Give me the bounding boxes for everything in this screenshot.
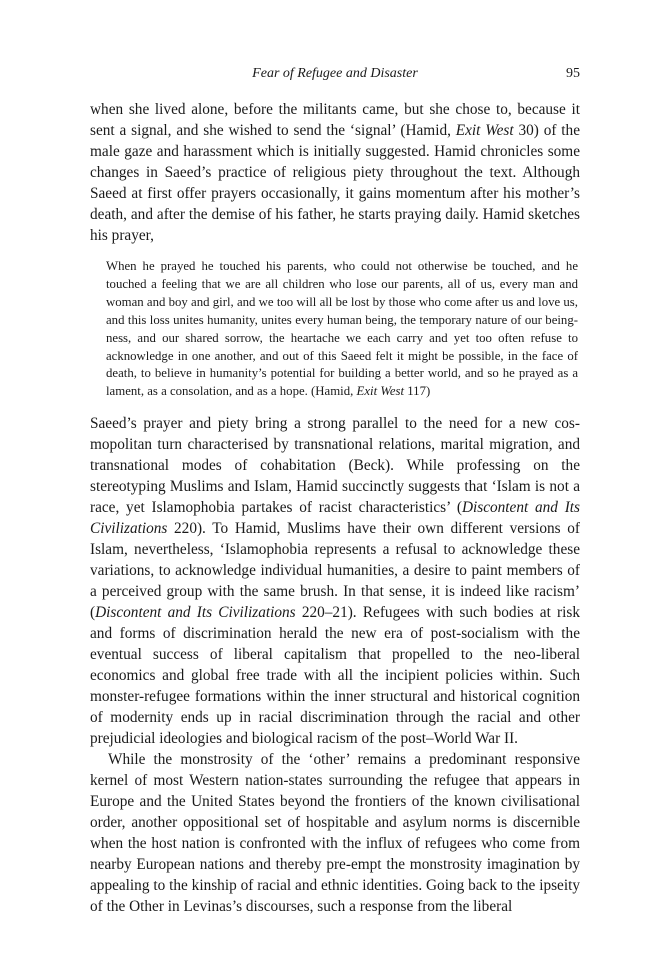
text-run: 220). To Hamid, Muslims have their own different versions of Islam, nevertheless, ‘Islamophobia represents a refusal to acknowledge these variations, to acknowledge individual humanities, a desire to paint members of a perceived group with the same brush. In that sense, it is indeed like racism’ (: [90, 520, 580, 622]
running-title: Fear of Refugee and Disaster: [252, 66, 418, 81]
page-body: [90, 99, 580, 917]
text-run: Saeed’s prayer and piety bring a strong parallel to the need for a new cosmopolitan turn characterised by transnational relations, marital migration, and transnational modes of cohabitation (Beck). While professing on the stereotyping Muslims and Islam, Hamid succinctly suggests that ‘Islam is not a race, yet Islamophobia partakes of racist characteristics’ (: [90, 415, 580, 517]
title-citation: Exit West: [356, 384, 405, 399]
page-number: 95: [566, 66, 580, 81]
title-citation: Discontent and Its Civilizations: [95, 604, 296, 622]
paragraph-1: [90, 99, 580, 246]
title-citation: Discontent and Its Civilizations: [90, 499, 580, 538]
title-citation: Exit West: [455, 122, 514, 139]
text-run: While the monstrosity of the ‘other’ remains a predominant responsive kernel of most Western nation-states surrounding the refugee that appears in Europe and the United States beyond the frontiers of the known civilisational order, another oppositional set of hospitable and asylum norms is discernible when the host nation is confronted with the influx of refugees who come from nearby European nations and thereby pre-empt the monstrosity imagination by appealing to the kinship of racial and ethnic identities. Going back to the ipseity of the Other in Levinas’s discourses, such a response from the liberal: [90, 751, 580, 916]
text-run: 30) of the male gaze and harassment which is initially suggested. Hamid chronicles some changes in Saeed’s practice of religious piety throughout the text. Although Saeed at first offer prayers occasionally, it gains momentum after his mother’s death, and after the demise of his father, he starts praying daily. Hamid sketches his prayer,: [90, 122, 580, 244]
text-run: when she lived alone, before the militants came, but she chose to, because it sent a signal, and she wished to send the ‘signal’ (Hamid,: [90, 101, 580, 139]
running-header: [90, 66, 580, 86]
text-run: 220–21). Refugees with such bodies at risk and forms of discrimination herald the new era of post-socialism with the eventual success of liberal capitalism that propelled to the neo-liberal economics and global free trade with all the incipient policies within. Such monster-refugee formations within the inner structural and historical cognition of modernity ends up in racial discrimination through the racial and other prejudicial ideologies and biological racism of the post–World War II.: [90, 604, 580, 748]
paragraph-3: [90, 749, 580, 917]
paragraph-2: [90, 413, 580, 749]
block-quote: [106, 258, 578, 401]
text-run: When he prayed he touched his parents, who could not otherwise be touched, and he touched a feeling that we are all children who lose our parents, all of us, every man and woman and boy and girl, and we too will all be lost by those who come after us and love us, and this loss unites humanity, unites every human being, the temporary nature of our being-ness, and our shared sorrow, the heartache we each carry and yet too often refuse to acknowledge in one another, and out of this Saeed felt it might be possible, in the face of death, to believe in humanity’s potential for building a better world, and so he prayed as a lament, as a consolation, and as a hope. (Hamid,: [106, 259, 578, 399]
text-run: 117): [404, 384, 431, 399]
